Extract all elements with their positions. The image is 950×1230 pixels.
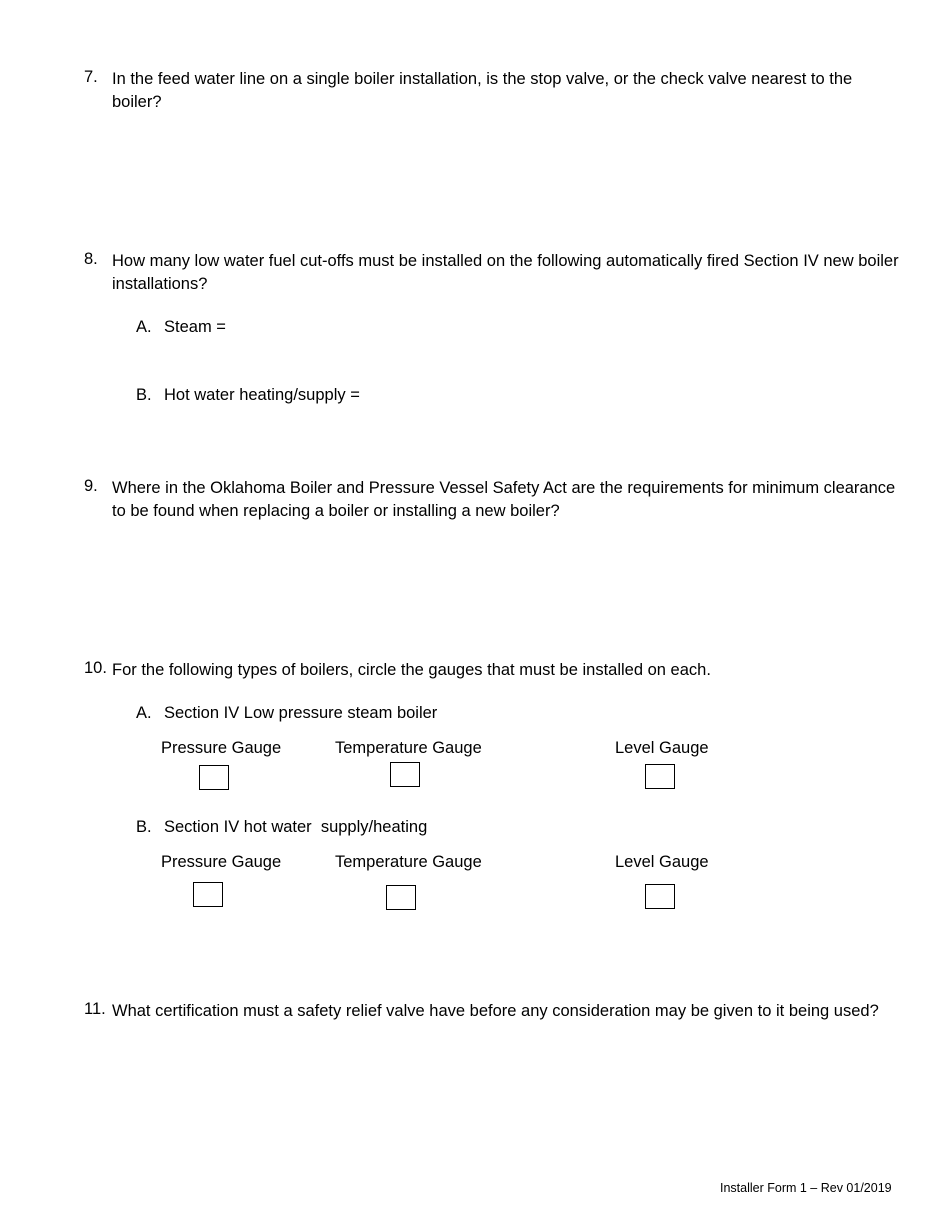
question-10-text: For the following types of boilers, circle the gauges that must be installed on each.: [112, 661, 711, 679]
question-10a-letter: A.: [136, 704, 152, 722]
question-7-number: 7.: [84, 68, 98, 86]
question-11-number: 11.: [84, 1000, 106, 1018]
checkbox-pressure-gauge-a[interactable]: [199, 765, 229, 790]
checkbox-level-gauge-b[interactable]: [645, 884, 675, 909]
question-8b-text: Hot water heating/supply =: [164, 386, 360, 404]
question-9-number: 9.: [84, 477, 98, 495]
checkbox-temperature-gauge-a[interactable]: [390, 762, 420, 787]
gauge-label-temperature-b: Temperature Gauge: [335, 853, 482, 871]
question-10a-text: Section IV Low pressure steam boiler: [164, 704, 438, 722]
checkbox-level-gauge-a[interactable]: [645, 764, 675, 789]
question-11-text: What certification must a safety relief valve have before any consideration may be given to it being used?: [112, 1002, 879, 1020]
gauge-label-temperature-a: Temperature Gauge: [335, 739, 482, 757]
question-10b-letter: B.: [136, 818, 152, 836]
question-10b-text: Section IV hot water supply/heating: [164, 818, 428, 836]
question-8b-letter: B.: [136, 386, 152, 404]
gauge-label-pressure-a: Pressure Gauge: [161, 739, 282, 757]
form-footer: Installer Form 1 – Rev 01/2019: [720, 1181, 892, 1195]
gauge-label-pressure-b: Pressure Gauge: [161, 853, 282, 871]
question-8a-text: Steam =: [164, 318, 226, 336]
checkbox-pressure-gauge-b[interactable]: [193, 882, 223, 907]
question-8-number: 8.: [84, 250, 98, 268]
question-7-text: In the feed water line on a single boiler installation, is the stop valve, or the check valve nearest to the boiler?: [112, 70, 853, 111]
question-10-number: 10.: [84, 659, 107, 677]
gauge-label-level-a: Level Gauge: [615, 739, 709, 757]
question-8-text: How many low water fuel cut-offs must be installed on the following automatically fired Section IV new boiler installations?: [112, 252, 899, 293]
gauge-label-level-b: Level Gauge: [615, 853, 709, 871]
checkbox-temperature-gauge-b[interactable]: [386, 885, 416, 910]
question-8a-letter: A.: [136, 318, 152, 336]
question-9-text: Where in the Oklahoma Boiler and Pressure Vessel Safety Act are the requirements for minimum clearance to be found when replacing a boiler or installing a new boiler?: [112, 479, 896, 520]
